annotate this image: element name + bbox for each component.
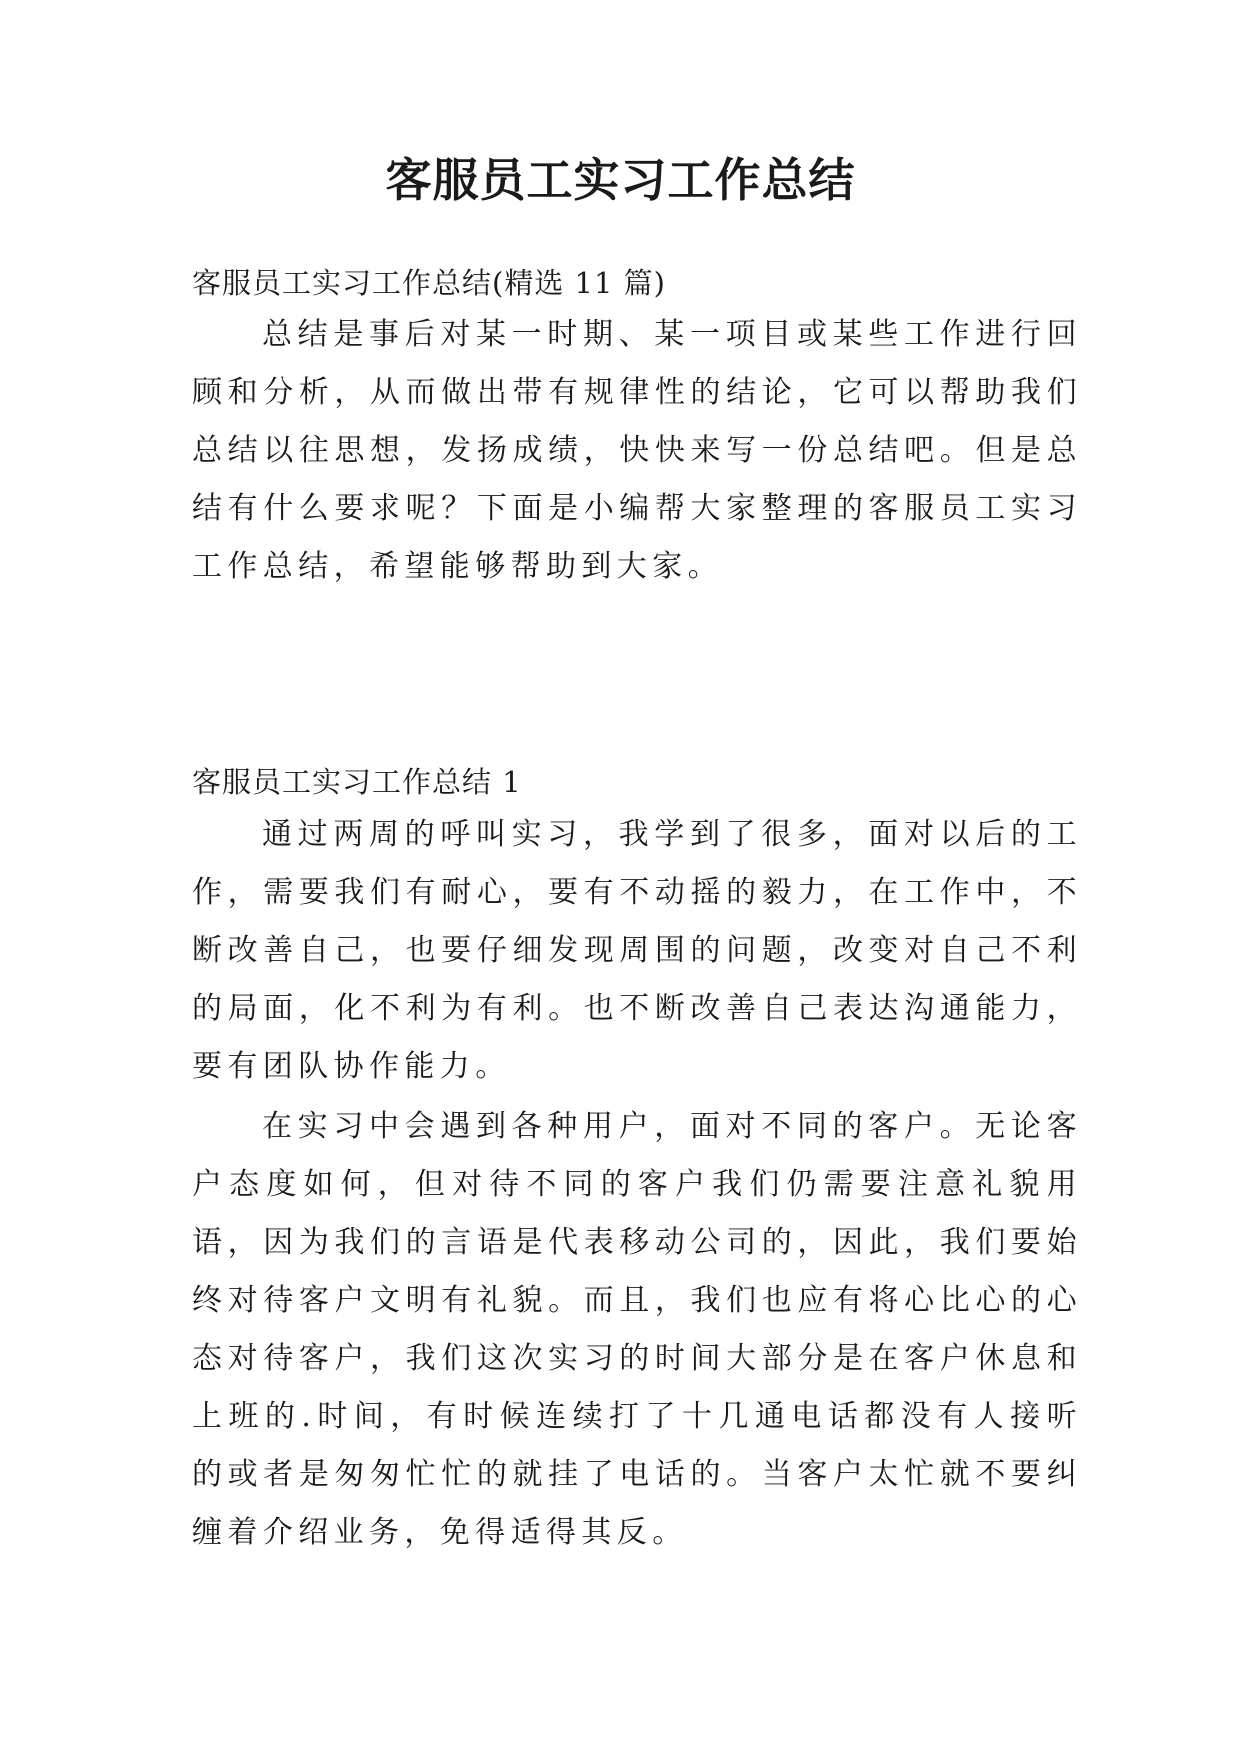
section-paragraph: 通过两周的呼叫实习，我学到了很多，面对以后的工作，需要我们有耐心，要有不动摇的毅力，在工作中，不断改善自己，也要仔细发现周围的问题，改变对自己不利的局面，化不利为有利。也不断改善自己表达沟通能力，要有团队协作能力。: [192, 817, 1082, 1084]
section-paragraph: 在实习中会遇到各种用户，面对不同的客户。无论客户态度如何，但对待不同的客户我们仍需要注意礼貌用语，因为我们的言语是代表移动公司的，因此，我们要始终对待客户文明有礼貌。而且，我们也应有将心比心的心态对待客户，我们这次实习的时间大部分是在客户休息和上班的.时间，有时候连续打了十几通电话都没有人接听的或者是匆匆忙忙的就挂了电话的。当客户太忙就不要纠缠着介绍业务，免得适得其反。: [192, 1109, 1082, 1550]
document-title: 客服员工实习工作总结: [385, 153, 856, 207]
intro-paragraph: 总结是事后对某一时期、某一项目或某些工作进行回顾和分析，从而做出带有规律性的结论，它可以帮助我们总结以往思想，发扬成绩，快快来写一份总结吧。但是总结有什么要求呢？下面是小编帮大家整理的客服员工实习工作总结，希望能够帮助到大家。: [192, 317, 1082, 584]
document-subtitle: 客服员工实习工作总结(精选 11 篇): [192, 266, 666, 300]
section-heading: 客服员工实习工作总结 1: [192, 765, 522, 799]
